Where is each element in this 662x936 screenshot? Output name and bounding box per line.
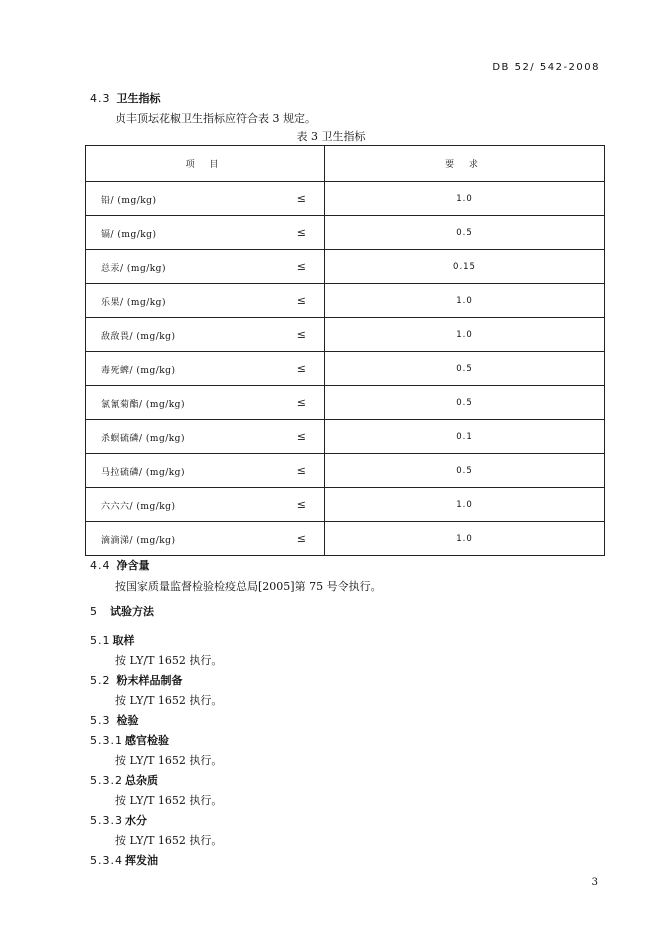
item-cell: [86, 522, 325, 556]
leq-symbol: ≤: [296, 328, 306, 341]
section-number: 4.3: [90, 92, 111, 105]
section-number: 4.4: [90, 559, 111, 572]
section-title: 试验方法: [110, 605, 154, 618]
section-number: 5.3.3: [90, 814, 123, 827]
requirement-value: 1.0: [325, 522, 605, 556]
item-name: 铅/ (mg/kg): [101, 196, 157, 206]
item-name: 六六六/ (mg/kg): [101, 502, 176, 512]
section-title: 净含量: [116, 559, 150, 572]
leq-symbol: ≤: [296, 464, 306, 477]
table-row: [86, 488, 605, 522]
item-name: 毒死蜱/ (mg/kg): [101, 366, 176, 376]
section-5-2-text: 按 LY/T 1652 执行。: [115, 694, 223, 707]
requirement-value: 1.0: [325, 488, 605, 522]
leq-symbol: ≤: [296, 362, 306, 375]
section-5-3-1-text: 按 LY/T 1652 执行。: [115, 754, 223, 767]
section-5-2-heading: [90, 672, 183, 688]
hygiene-table: [85, 145, 605, 556]
item-name: 滴滴涕/ (mg/kg): [101, 536, 176, 546]
section-title: 感官检验: [125, 734, 169, 747]
table-row: [86, 216, 605, 250]
section-title: 检验: [116, 714, 139, 727]
item-name: 杀螟硫磷/ (mg/kg): [101, 434, 185, 444]
section-4-3-heading: [90, 90, 161, 106]
leq-symbol: ≤: [296, 226, 306, 239]
requirement-value: 1.0: [325, 284, 605, 318]
section-5-3-1-heading: [90, 732, 169, 748]
section-number: 5.2: [90, 674, 111, 687]
section-4-3-text: 贞丰顶坛花椒卫生指标应符合表 3 规定。: [115, 112, 316, 125]
section-5-3-heading: [90, 712, 139, 728]
leq-symbol: ≤: [296, 396, 306, 409]
section-number: 5.3.2: [90, 774, 123, 787]
item-cell: [86, 420, 325, 454]
table-row: [86, 284, 605, 318]
item-cell: [86, 454, 325, 488]
table-body: [86, 182, 605, 556]
section-title: 总杂质: [125, 774, 158, 787]
section-5-3-3-heading: [90, 812, 147, 828]
requirement-value: 0.1: [325, 420, 605, 454]
item-name: 敌敌畏/ (mg/kg): [101, 332, 176, 342]
section-5-heading: [90, 603, 154, 619]
leq-symbol: ≤: [296, 192, 306, 205]
item-cell: [86, 182, 325, 216]
section-5-3-2-heading: [90, 772, 158, 788]
table-caption: 表 3 卫生指标: [296, 130, 366, 143]
section-title: 水分: [125, 814, 147, 827]
table-row: [86, 352, 605, 386]
section-5-3-2-text: 按 LY/T 1652 执行。: [115, 794, 223, 807]
requirement-value: 0.15: [325, 250, 605, 284]
item-cell: [86, 216, 325, 250]
item-name: 氯氰菊酯/ (mg/kg): [101, 400, 185, 410]
section-title: 取样: [112, 634, 135, 647]
section-number: 5: [90, 605, 98, 618]
section-number: 5.1: [90, 634, 111, 647]
item-cell: [86, 488, 325, 522]
section-5-3-3-text: 按 LY/T 1652 执行。: [115, 834, 223, 847]
item-cell: [86, 318, 325, 352]
leq-symbol: ≤: [296, 532, 306, 545]
requirement-value: 0.5: [325, 352, 605, 386]
table-row: [86, 182, 605, 216]
col-header-item: 项 目: [86, 146, 325, 182]
leq-symbol: ≤: [296, 498, 306, 511]
section-number: 5.3.4: [90, 854, 123, 867]
item-cell: [86, 250, 325, 284]
requirement-value: 1.0: [325, 182, 605, 216]
section-4-4-text: 按国家质量监督检验检疫总局[2005]第 75 号令执行。: [115, 580, 382, 593]
table-row: [86, 318, 605, 352]
requirement-value: 0.5: [325, 386, 605, 420]
item-name: 乐果/ (mg/kg): [101, 298, 166, 308]
section-5-1-heading: [90, 632, 135, 648]
requirement-value: 1.0: [325, 318, 605, 352]
requirement-value: 0.5: [325, 216, 605, 250]
requirement-value: 0.5: [325, 454, 605, 488]
item-name: 马拉硫磷/ (mg/kg): [101, 468, 185, 478]
item-cell: [86, 386, 325, 420]
section-title: 粉末样品制备: [116, 674, 183, 687]
table-row: [86, 386, 605, 420]
item-cell: [86, 352, 325, 386]
item-name: 镉/ (mg/kg): [101, 230, 157, 240]
section-title: 挥发油: [125, 854, 158, 867]
table-header-row: [86, 146, 605, 182]
table-row: [86, 522, 605, 556]
leq-symbol: ≤: [296, 294, 306, 307]
document-code: DB 52/ 542-2008: [492, 62, 600, 73]
section-4-4-heading: [90, 557, 150, 573]
section-5-1-text: 按 LY/T 1652 执行。: [115, 654, 223, 667]
page-number: 3: [591, 877, 598, 888]
table-row: [86, 250, 605, 284]
item-cell: [86, 284, 325, 318]
item-name: 总汞/ (mg/kg): [101, 264, 166, 274]
leq-symbol: ≤: [296, 430, 306, 443]
section-title: 卫生指标: [116, 92, 161, 105]
leq-symbol: ≤: [296, 260, 306, 273]
section-number: 5.3: [90, 714, 111, 727]
section-5-3-4-heading: [90, 852, 158, 868]
col-header-requirement: 要 求: [325, 146, 605, 182]
section-number: 5.3.1: [90, 734, 123, 747]
table-row: [86, 420, 605, 454]
table-row: [86, 454, 605, 488]
